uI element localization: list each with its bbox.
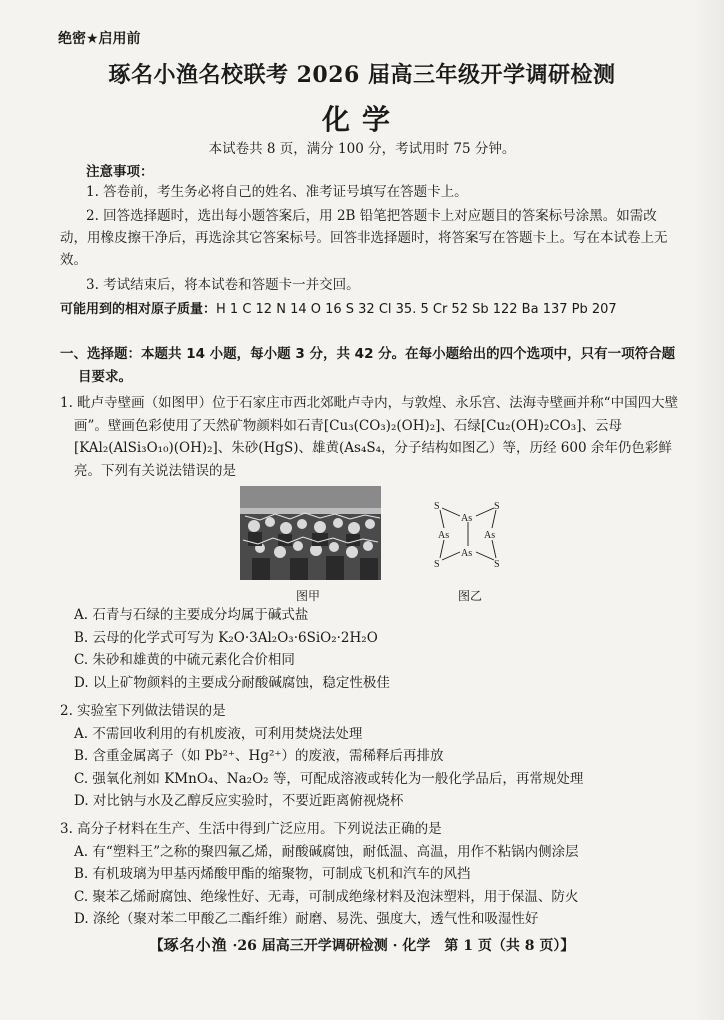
subject-title: 化学 xyxy=(321,103,402,136)
atomic-masses-values: H 1 C 12 N 14 O 16 S 32 Cl 35. 5 Cr 52 Sb 122 Ba 137 Pb 207 xyxy=(216,302,617,317)
question-2-stem: 2. 实验室下列做法错误的是 xyxy=(60,703,226,719)
notice-item-2: 2. 回答选择题时，选出每小题答案后，用 2B 铅笔把答题卡上对应题目的答案标号涂黑。如需改动，用橡皮擦干净后，再选涂其它答案标号。回答非选择题时，将答案写在答题卡上。写在本试卷上无效。 xyxy=(60,208,668,268)
sulfur-atom-1: S xyxy=(434,501,440,512)
exam-title: 琢名小渔名校联考 2026 届高三年级开学调研检测 xyxy=(108,62,616,88)
brand-logo: 琢名小渔 xyxy=(163,936,228,954)
arsenic-atom-3: As xyxy=(438,530,450,541)
exam-info: 本试卷共 8 页，满分 100 分，考试用时 75 分钟。 xyxy=(208,141,516,157)
question-2-option-a: A. 不需回收利用的有机废液，可利用焚烧法处理 xyxy=(74,725,363,742)
sulfur-atom-2: S xyxy=(494,501,500,512)
question-1-options xyxy=(60,604,682,694)
section-heading-line2: 目要求。 xyxy=(78,369,132,385)
question-3-stem: 3. 高分子材料在生产、生活中得到广泛应用。下列说法正确的是 xyxy=(60,821,442,837)
question-1 xyxy=(60,392,682,482)
question-3-option-b: B. 有机玻璃为甲基丙烯酸甲酯的缩聚物，可制成飞机和汽车的风挡 xyxy=(74,866,471,882)
question-1-stem: 1. 毗卢寺壁画（如图甲）位于石家庄市西北郊毗卢寺内，与敦煌、永乐宫、法海寺壁画并称“中国四大壁画”。壁画色彩使用了天然矿物颜料如石青[Cu₃(CO₃)₂(OH)₂]、石绿[Cu₂(OH)₂CO₃]、云母[KAl₂(AlSi₃O₁₀)(OH)₂]、朱砂(HgS)、雄黄(As₄S₄，分子结构如图乙）等，历经 600 余年仍色彩鲜亮。下列有关说法错误的是 xyxy=(60,395,679,479)
arsenic-atom-4: As xyxy=(484,530,496,541)
atomic-masses xyxy=(60,298,617,317)
question-1-option-b: B. 云母的化学式可写为 K₂O·3Al₂O₃·6SiO₂·2H₂O xyxy=(74,629,378,646)
question-2-option-c: C. 强氧化剂如 KMnO₄、Na₂O₂ 等，可配成溶液或转化为一般化学品后，再常规处理 xyxy=(74,770,584,787)
question-1-option-d: D. 以上矿物颜料的主要成分耐酸碱腐蚀，稳定性极佳 xyxy=(74,674,390,691)
mural-photo-image xyxy=(240,486,381,580)
mural-photo xyxy=(240,486,381,580)
notice-title: 注意事项： xyxy=(86,164,154,180)
question-1-option-c: C. 朱砂和雄黄的中硫元素化合价相同 xyxy=(74,652,295,668)
as4s4-structure-diagram xyxy=(428,494,508,574)
page-footer xyxy=(0,934,724,955)
figure-left-caption: 图甲 xyxy=(296,589,321,603)
atomic-masses-label: 可能用到的相对原子质量： xyxy=(60,302,217,317)
question-2-option-b: B. 含重金属离子（如 Pb²⁺、Hg²⁺）的废液，需稀释后再排放 xyxy=(74,748,444,764)
question-3-option-c: C. 聚苯乙烯耐腐蚀、绝缘性好、无毒，可制成绝缘材料及泡沫塑料，用于保温、防火 xyxy=(74,888,579,905)
confidential-label: 绝密★启用前 xyxy=(58,31,141,47)
section-heading xyxy=(60,343,682,389)
question-2 xyxy=(60,700,682,813)
footer-close-bracket: 】 xyxy=(560,938,575,954)
section-heading-line1: 一、选择题：本题共 14 小题，每小题 3 分，共 42 分。在每小题给出的四个选项中，只有一项符合题 xyxy=(60,346,676,362)
scan-edge-shadow xyxy=(694,0,724,1020)
arsenic-atom-2: As xyxy=(461,548,473,559)
as4s4-structure xyxy=(428,494,508,574)
sulfur-atom-4: S xyxy=(494,559,500,570)
question-3 xyxy=(60,818,682,931)
figure-right-caption: 图乙 xyxy=(458,589,483,603)
question-3-option-d: D. 涤纶（聚对苯二甲酸乙二酯纤维）耐磨、易洗、强度大，透气性和吸湿性好 xyxy=(74,911,539,927)
footer-open-bracket: 【 xyxy=(149,938,164,954)
sulfur-atom-3: S xyxy=(434,559,440,570)
footer-text: ·26 届高三开学调研检测 · 化学 第 1 页（共 8 页） xyxy=(227,938,561,954)
notice-item-3: 3. 考试结束后，将本试卷和答题卡一并交回。 xyxy=(86,277,360,293)
question-1-option-a: A. 石青与石绿的主要成分均属于碱式盐 xyxy=(74,607,309,623)
arsenic-atom-1: As xyxy=(461,513,473,524)
question-2-option-d: D. 对比钠与水及乙醇反应实验时，不要近距离俯视烧杯 xyxy=(74,793,404,809)
notice-item-1: 1. 答卷前，考生务必将自己的姓名、准考证号填写在答题卡上。 xyxy=(86,184,468,200)
question-3-option-a: A. 有“塑料王”之称的聚四氟乙烯，耐酸碱腐蚀，耐低温、高温，用作不粘锅内侧涂层 xyxy=(74,843,579,860)
